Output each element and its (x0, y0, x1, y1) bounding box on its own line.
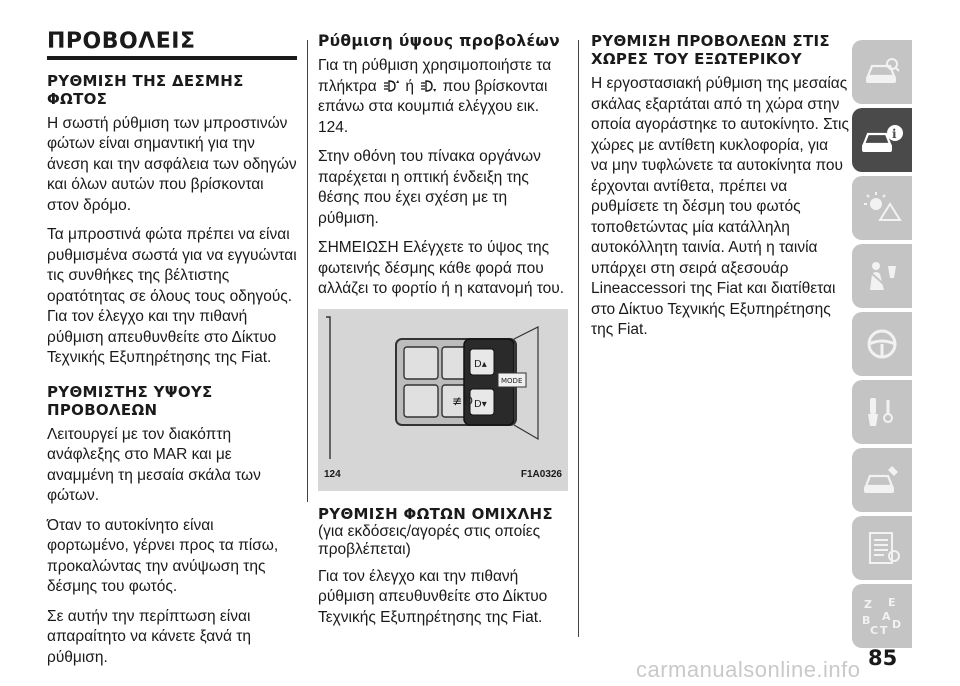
headlight-up-icon (383, 78, 399, 94)
tab-warning-lights[interactable] (852, 176, 912, 240)
heading-height-adjuster: ΡΥΘΜΙΣΤΗΣ ΥΨΟΥΣ ΠΡΟΒΟΛΕΩΝ (47, 382, 213, 419)
text: ή (405, 77, 414, 95)
tab-safety[interactable] (852, 244, 912, 308)
heading-abroad-adjustment: ΡΥΘΜΙΣΗ ΠΡΟΒΟΛΕΩΝ ΣΤΙΣ ΧΩΡΕΣ ΤΟΥ ΕΞΩΤΕΡΙΚΟΥ (591, 32, 830, 68)
column-right (591, 32, 849, 350)
tab-index[interactable] (852, 584, 912, 648)
warning-lights-icon (862, 190, 902, 226)
text: που βρίσκονται επάνω στα κουμπιά ελέγχου εικ. 124. (318, 77, 548, 136)
headlight-down-icon (420, 78, 436, 94)
alphabetical-index-icon (860, 596, 904, 636)
heading-height-adjust: Ρύθμιση ύψους προβολέων (318, 32, 561, 50)
column-divider (307, 40, 308, 502)
page-number: 85 (868, 646, 898, 670)
svg-text:D▴: D▴ (474, 358, 487, 370)
index-letter: Z (864, 598, 872, 611)
index-letter: T (880, 624, 888, 636)
svg-text:≢Ｄ: ≢Ｄ (452, 393, 475, 408)
paragraph: Όταν το αυτοκίνητο είναι φορτωμένο, γέρνει προς τα πίσω, προκαλώντας την ανύψωση της δέσμης του φωτός. (47, 516, 279, 595)
figure-control-buttons (318, 309, 568, 491)
car-maintenance-icon (862, 462, 902, 498)
paragraph-note: ΣΗΜΕΙΩΣΗ Ελέγχετε το ύψος της φωτεινής δέσμης κάθε φορά που αλλάζει το φορτίο ή η κατανομή του. (318, 239, 565, 297)
figure-code: F1A0326 (520, 469, 562, 480)
paragraph: Για τον έλεγχο και την πιθανή ρύθμιση απευθυνθείτε στο Δίκτυο Τεχνικής Εξυπηρέτησης της Fiat. (318, 567, 548, 626)
paragraph: Στην οθόνη του πίνακα οργάνων παρέχεται η οπτική ένδειξη της θέσης που έχει σχέση με τη ρύθμιση. (318, 148, 541, 227)
column-left (47, 29, 297, 677)
seatbelt-safety-icon (862, 258, 902, 294)
tab-car-search[interactable] (852, 40, 912, 104)
column-divider (578, 40, 579, 637)
paragraph: Σε αυτήν την περίπτωση είναι απαραίτητο να κάνετε ξανά τη ρύθμιση. (47, 607, 251, 666)
column-middle (318, 32, 568, 637)
index-letter: D (892, 618, 902, 631)
svg-text:i: i (892, 127, 897, 141)
paragraph-buttons (318, 56, 568, 138)
car-search-icon (862, 54, 902, 90)
tab-starting-driving[interactable] (852, 312, 912, 376)
tab-maintenance[interactable] (852, 448, 912, 512)
heading-fog-lights: ΡΥΘΜΙΣΗ ΦΩΤΩΝ ΟΜΙΧΛΗΣ (318, 504, 553, 523)
figure-number: 124 (324, 469, 341, 480)
tab-car-info[interactable] (852, 108, 912, 172)
index-letter: C (870, 624, 879, 636)
mode-label: MODE (501, 376, 523, 385)
paragraph: Τα μπροστινά φώτα πρέπει να είναι ρυθμισμένα σωστά για να εγγυώνται τις συνθήκες της βέλτιστης ορατότητας σε όλους τους οδηγούς. Για τον έλεγχο και την πιθανή ρύθμιση απευθυνθείτε στο Δίκτυο Τεχνικής Εξυπηρέτησης της Fiat. (47, 226, 297, 366)
technical-data-icon (862, 530, 902, 566)
index-letter: B (862, 614, 871, 627)
page-title: ΠΡΟΒΟΛΕΙΣ (47, 32, 297, 60)
text: Για τη ρύθμιση χρησιμοποιήστε τα πλήκτρα (318, 57, 552, 95)
chapter-tabs (852, 40, 912, 652)
watermark: carmanualsonline.info (636, 657, 861, 682)
paragraph: Η σωστή ρύθμιση των μπροστινών φώτων είναι σημαντική για την άνεση και την ασφάλεια των οδηγών και όλων αυτών που βρίσκονται στον δρόμο. (47, 114, 297, 214)
index-letter: E (888, 596, 896, 609)
index-letter: A (882, 610, 891, 623)
paragraph: Η εργοστασιακή ρύθμιση της μεσαίας σκάλας εξαρτάται από τη χώρα στην οποία αγοράστηκε το αυτοκίνητο. Στις χώρες με αντίθετη κυκλοφορία, για να μην τυφλώνετε τα αυτοκίνητα που έρχονται αντίθετα, πρέπει να ρυθμίσετε τη δέσμη του φωτός τοποθετώντας μία κατάλληλη αυτοκόλλητη ταινία. Αυτή η ταινία υπάρχει στη σειρά αξεσουάρ Lineaccessori της Fiat και διατίθεται στο Δίκτυο Τεχνικής Εξυπηρέτησης της Fiat. (591, 75, 849, 338)
fog-subtitle: (για εκδόσεις/αγορές στις οποίες προβλέπεται) (318, 522, 541, 558)
tab-technical-data[interactable] (852, 516, 912, 580)
car-info-icon (860, 122, 904, 158)
control-panel-illustration (318, 309, 568, 491)
svg-text:D▾: D▾ (474, 398, 487, 410)
tab-emergency[interactable] (852, 380, 912, 444)
steering-wheel-icon (862, 326, 902, 362)
paragraph: Λειτουργεί με τον διακόπτη ανάφλεξης στο MAR και με αναμμένη τη μεσαία σκάλα των φώτων. (47, 425, 261, 504)
heading-headlight-adjustment: ΡΥΘΜΙΣΗ ΤΗΣ ΔΕΣΜΗΣ ΦΩΤΟΣ (47, 71, 244, 108)
tools-emergency-icon (862, 394, 902, 430)
